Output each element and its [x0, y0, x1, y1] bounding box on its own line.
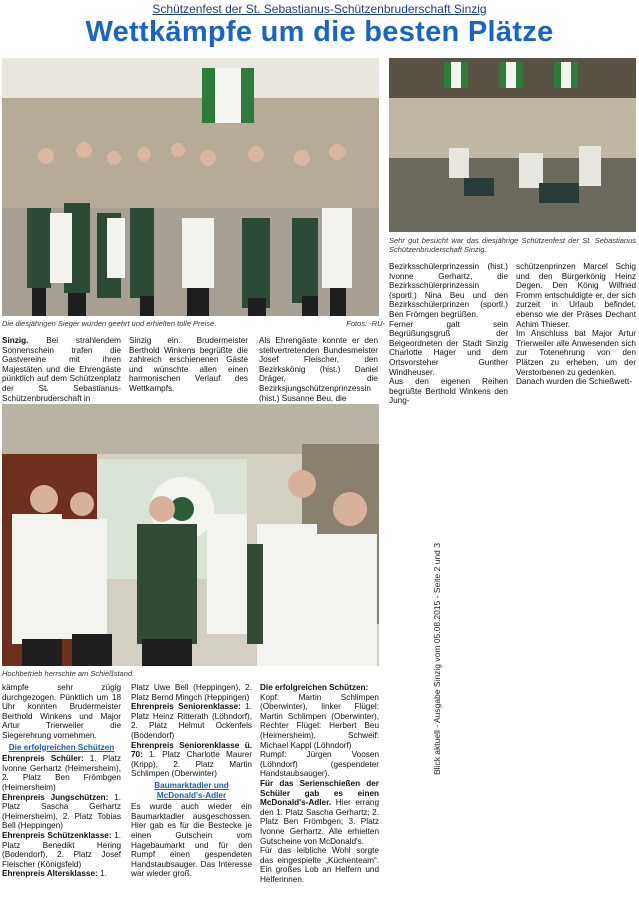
- paragraph: Es wurde auch wieder ein Baumarktadler ausgeschossen. Hier gab es für die Bestecke je einen Gutschein vom Hagebaumarkt und für den Rumpf einen gespendeten Handstaubsauger. Das Interesse war wieder groß.: [131, 802, 252, 879]
- text-column-b3: [260, 683, 379, 884]
- paragraph: Bezirksschülerprinzessin (hist.) Ivonne Gerhartz, die Bezirksschülerprinzessin (sportl.) Nina Beu und den Bezirksschülerprinzen (sportl.) Ben Frömgen begrüßen.: [389, 262, 508, 319]
- result-entry: Ehrenpreis Schützenklasse: 1. Platz Benedikt Hering (Bodendorf), 2. Platz Josef Fleischer (Königsfeld): [2, 830, 121, 869]
- paragraph: Sinzig ein. Brudermeister Berthold Winkens begrüßte die zahlreich erschienenen Gäste und wünschte allen einen harmonischen Verlauf des Wettkampfs.: [129, 336, 248, 393]
- photo-shooting-range: [2, 404, 379, 666]
- paragraph: Ferner galt sein Begrüßungsgruß der Beigeordneten der Stadt Sinzig Charlotte Hager und dem Ortsvorsteher Gunther Windheuser.: [389, 319, 508, 377]
- caption-tent: Sehr gut besucht war das diesjährige Schützenfest der St. Sebastianus Schützenbruderschaft Sinzig.: [389, 236, 636, 254]
- text-column-3: [259, 336, 378, 403]
- paragraph: Danach wurden die Schießwett-: [516, 377, 633, 387]
- text-column-4: [389, 262, 508, 406]
- result-entry: Ehrenpreis Seniorenklasse: 1. Platz Heinz Ritterath (Löhndorf), 2. Platz Helmut Ockenfels (Bodendorf): [131, 702, 252, 740]
- paragraph: Aus den eigenen Reihen begrüßte Berthold Winkens den Jung-: [389, 377, 508, 406]
- paragraph: Im Anschluss bat Major Artur Trierweiler alle Anwesenden sich zur Totenehrung von den Plätzen zu erheben, um der Verstorbenen zu gedenken.: [516, 329, 636, 377]
- result-entry: Ehrenpreis Altersklasse: 1.: [2, 869, 107, 879]
- paragraph: Platz Uwe Bell (Heppingen), 2. Platz Bernd Mingch (Heppingen): [131, 683, 252, 702]
- photo-credit: Fotos: -RÜ-: [346, 319, 385, 328]
- paragraph: schützenprinzen Marcel Schig und den Bürgerkönig Heinz Degen. Den König Wilfried Fromm entschuldigte er, der sich zurzeit in Urlaub befindet, ebenso wie der Präses Dechant Achim Thieser.: [516, 262, 636, 329]
- headline: Wettkämpfe um die besten Plätze: [85, 16, 554, 48]
- caption-shooting-range: Hochbetrieb herrschte am Schießstand.: [2, 669, 135, 678]
- publication-note: Blick aktuell - Ausgabe Sinzig vom 05.08.2015 - Seite 2 und 3: [432, 542, 442, 776]
- paragraph: Kopf: Martin Schlimpen (Oberwinter), linker Flügel: Martin Schlimpen (Oberwinter), Rechter Flügel: Herbert Beu (Heimersheim), Schweif: Michael Kappl (Löhndorf): [260, 692, 379, 750]
- subheading-winners: Die erfolgreichen Schützen: [8, 742, 115, 752]
- text-column-1: [2, 336, 121, 403]
- paragraph: kämpfe sehr zügig durchgezogen. Pünktlich um 18 Uhr konnten Brudermeister Berthold Winkens und Major Artur Trierweiler die Siegerehrung vornehmen.: [2, 683, 121, 740]
- text-column-5: [516, 262, 636, 387]
- dateline: Sinzig.: [2, 336, 29, 345]
- text-column-b1: [2, 683, 121, 879]
- paragraph: Für das Serienschießen der Schüler gab es einen McDonald's-Adler. Hier errang den 1. Platz Sascha Gerhartz; 2. Platz Ben Frömbgen; 3. Platz Ivonne Gerhartz. Alle erhielten Gutscheine von McDonald's.: [260, 778, 379, 846]
- result-entry: Ehrenpreis Seniorenklasse ü. 70: 1. Platz Charlotte Maurer (Kripp), 2. Platz Martin Schlimpen (Oberwinter): [131, 740, 252, 779]
- paragraph: Rumpf: Jürgen Voosen (Löhndorf) (gespendeter Handstaubsauger).: [260, 750, 379, 779]
- text-column-b2: [131, 683, 252, 879]
- result-entry: Ehrenpreis Schüler: 1. Platz Ivonne Gerhartz (Heimersheim), 2. Platz Ben Frömbgen (Heimersheim): [2, 754, 121, 792]
- paragraph: Bei strahlendem Sonnenschein trafen die Gastvereine mit ihren Majestäten und die Ehrengäste pünktlich auf dem Schützenplatz der St. Sebastianus-Schützenbruderschaft in: [2, 336, 121, 403]
- paragraph: Für das leibliche Wohl sorgte das eingespielte „Küchenteam“. Ein großes Lob an Helfern und Helferinnen.: [260, 846, 379, 884]
- photo-winners: [2, 58, 379, 316]
- result-heading: Die erfolgreichen Schützen:: [260, 683, 369, 692]
- paragraph: Als Ehrengäste konnte er den stellvertretenden Bundesmeister Josef Fleischer, den Bezirkskönig (hist.) Daniel Dräger, die Bezirksjungschützenprinzessin (hist.) Susanne Beu, die: [259, 336, 378, 403]
- photo-tent: [389, 58, 636, 232]
- result-entry: Ehrenpreis Jungschützen: 1. Platz Sascha Gerhartz (Heimersheim), 2. Platz Tobias Bell (Heppingen): [2, 792, 121, 831]
- subheading-eagles: Baumarktadler und McDonald's-Adler: [154, 780, 229, 800]
- kicker: Schützenfest der St. Sebastianus-Schützenbruderschaft Sinzig: [152, 2, 487, 16]
- caption-winners: Die diesjährigen Sieger wurden geehrt und erhielten tolle Preise.: [2, 319, 217, 328]
- text-column-2: [129, 336, 248, 394]
